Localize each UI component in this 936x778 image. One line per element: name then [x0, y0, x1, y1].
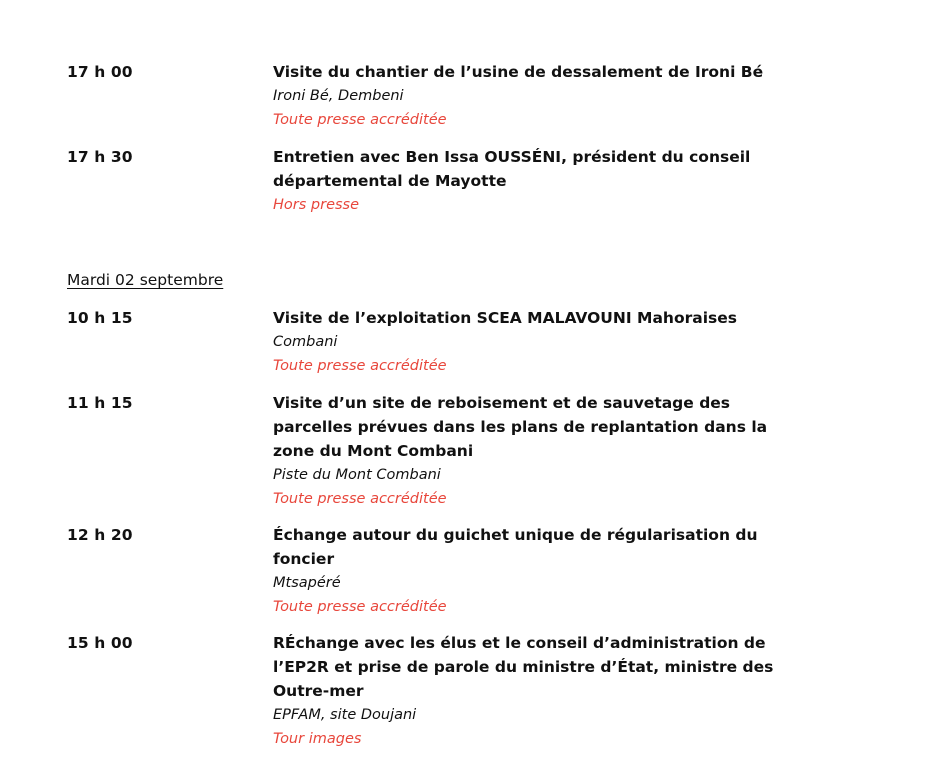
- entry-details: [273, 60, 793, 132]
- entry-time: 17 h 00: [67, 63, 133, 81]
- entry-time: 11 h 15: [67, 394, 133, 412]
- entry-time: 12 h 20: [67, 526, 133, 544]
- entry-details: [273, 306, 793, 378]
- entry-time: 10 h 15: [67, 309, 133, 327]
- entry-title: Visite d’un site de reboisement et de sauvetage des parcelles prévues dans les plans de replantation dans la zone du Mont Combani: [273, 394, 768, 460]
- entry-location: Mtsapéré: [273, 575, 341, 591]
- entry-press-access: Toute presse accréditée: [273, 491, 447, 507]
- entry-location: Ironi Bé, Dembeni: [273, 88, 404, 104]
- entry-press-access: Tour images: [273, 731, 362, 747]
- entry-location: Piste du Mont Combani: [273, 467, 441, 483]
- entry-press-access: Toute presse accréditée: [273, 599, 447, 615]
- entry-details: [273, 391, 793, 511]
- entry-details: [273, 145, 793, 217]
- entry-title: Visite de l’exploitation SCEA MALAVOUNI Mahoraises: [273, 309, 737, 327]
- day-heading: Mardi 02 septembre: [67, 271, 224, 289]
- entry-title: Visite du chantier de l’usine de dessalement de Ironi Bé: [273, 63, 764, 81]
- entry-details: [273, 523, 793, 619]
- entry-title: Échange autour du guichet unique de régularisation du foncier: [273, 526, 758, 568]
- entry-press-access: Toute presse accréditée: [273, 112, 447, 128]
- entry-press-access: Hors presse: [273, 197, 360, 213]
- entry-location: EPFAM, site Doujani: [273, 707, 417, 723]
- entry-time: 15 h 00: [67, 634, 133, 652]
- entry-location: Combani: [273, 334, 338, 350]
- entry-time: 17 h 30: [67, 148, 133, 166]
- entry-title: RÉchange avec les élus et le conseil d’administration de l’EP2R et prise de parole du ministre d’État, ministre des Outre-mer: [273, 634, 774, 700]
- entry-details: [273, 631, 793, 751]
- entry-title: Entretien avec Ben Issa OUSSÉNI, président du conseil départemental de Mayotte: [273, 148, 751, 190]
- entry-press-access: Toute presse accréditée: [273, 358, 447, 374]
